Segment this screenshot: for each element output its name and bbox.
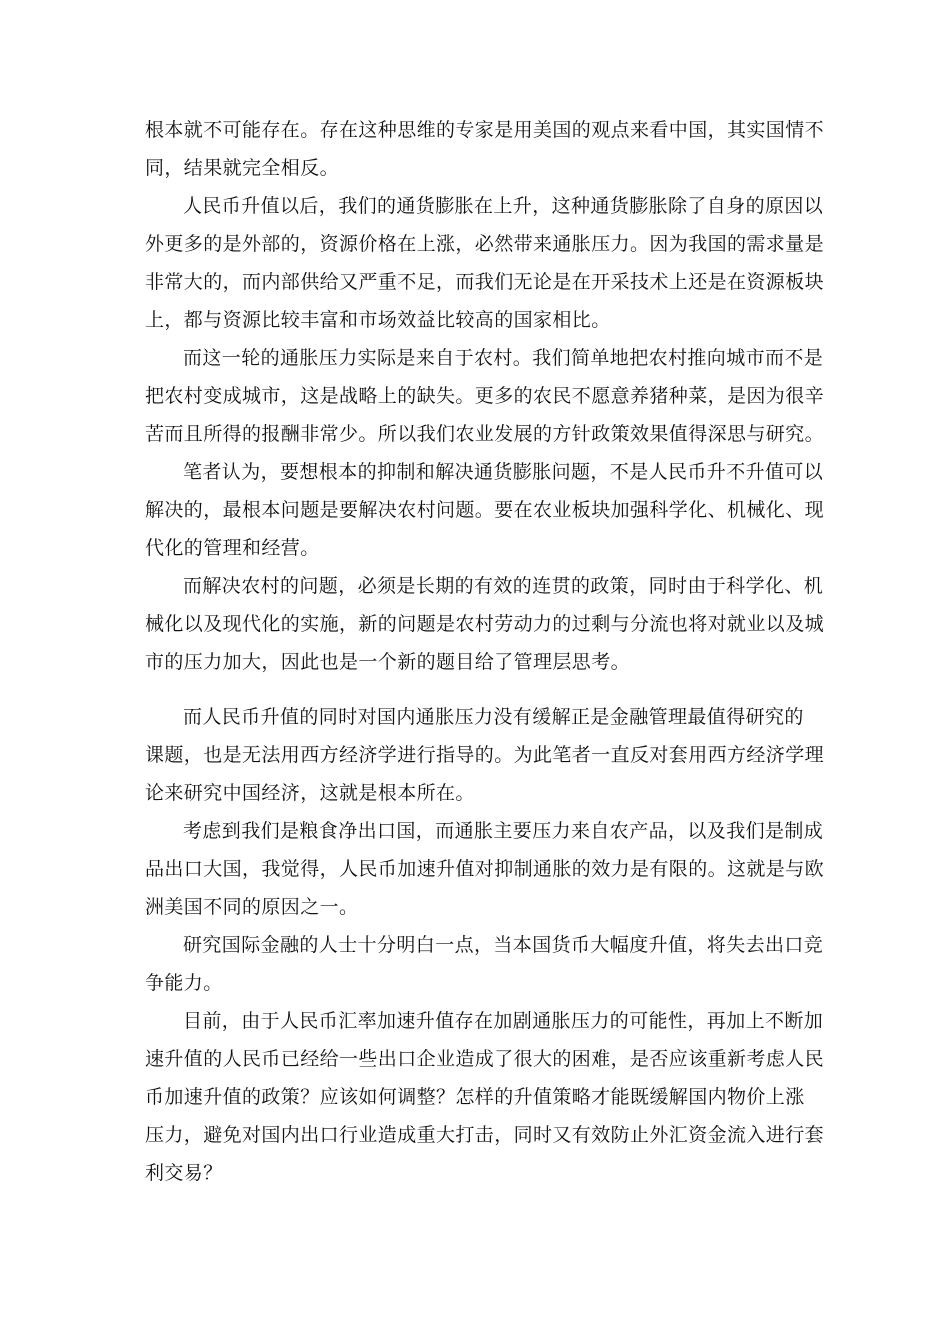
text-line: 课题，也是无法用西方经济学进行指导的。为此笔者一直反对套用西方经济学理 — [145, 744, 825, 766]
text-line: 币加速升值的政策？应该如何调整？怎样的升值策略才能既缓解国内物价上涨 — [145, 1086, 805, 1108]
text-line: 根本就不可能存在。存在这种思维的专家是用美国的观点来看中国，其实国情不 — [145, 119, 825, 141]
paragraph-start-line: 而人民币升值的同时对国内通胀压力没有缓解正是金融管理最值得研究的 — [183, 706, 804, 728]
text-line: 速升值的人民币已经给一些出口企业造成了很大的困难，是否应该重新考虑人民 — [145, 1048, 825, 1070]
paragraph-start-line: 人民币升值以后，我们的通货膨胀在上升，这种通货膨胀除了自身的原因以 — [183, 195, 824, 217]
text-line: 械化以及现代化的实施，新的问题是农村劳动力的过剩与分流也将对就业以及城 — [145, 613, 825, 635]
text-line: 把农村变成城市，这是战略上的缺失。更多的农民不愿意养猪种菜，是因为很辛 — [145, 385, 825, 407]
text-line: 苦而且所得的报酬非常少。所以我们农业发展的方针政策效果值得深思与研究。 — [145, 423, 825, 445]
text-line: 同，结果就完全相反。 — [145, 157, 340, 179]
paragraph-start-line: 考虑到我们是粮食净出口国，而通胀主要压力来自农产品，以及我们是制成 — [183, 820, 824, 842]
text-line: 解决的，最根本问题是要解决农村问题。要在农业板块加强科学化、机械化、现 — [145, 499, 825, 521]
paragraph-start-line: 目前，由于人民币汇率加速升值存在加剧通胀压力的可能性，再加上不断加 — [183, 1010, 824, 1032]
text-line: 代化的管理和经营。 — [145, 537, 320, 559]
text-line: 利交易？ — [145, 1162, 223, 1184]
text-section-2 — [145, 698, 825, 1192]
paragraph-start-line: 而解决农村的问题，必须是长期的有效的连贯的政策，同时由于科学化、机 — [183, 575, 824, 597]
paragraph-start-line: 研究国际金融的人士十分明白一点，当本国货币大幅度升值，将失去出口竞 — [183, 934, 824, 956]
text-line: 上，都与资源比较丰富和市场效益比较高的国家相比。 — [145, 309, 611, 331]
text-line: 论来研究中国经济，这就是根本所在。 — [145, 782, 475, 804]
paragraph-start-line: 而这一轮的通胀压力实际是来自于农村。我们简单地把农村推向城市而不是 — [183, 347, 824, 369]
text-line: 外更多的是外部的，资源价格在上涨，必然带来通胀压力。因为我国的需求量是 — [145, 233, 825, 255]
paragraph-start-line: 笔者认为，要想根本的抑制和解决通货膨胀问题，不是人民币升不升值可以 — [183, 461, 824, 483]
text-line: 非常大的，而内部供给又严重不足，而我们无论是在开采技术上还是在资源板块 — [145, 271, 825, 293]
text-line: 洲美国不同的原因之一。 — [145, 896, 359, 918]
text-line: 压力，避免对国内出口行业造成重大打击，同时又有效防止外汇资金流入进行套 — [145, 1124, 825, 1146]
text-line: 市的压力加大，因此也是一个新的题目给了管理层思考。 — [145, 651, 631, 673]
text-section-1 — [145, 111, 825, 681]
text-line: 争能力。 — [145, 972, 223, 994]
text-line: 品出口大国，我觉得，人民币加速升值对抑制通胀的效力是有限的。这就是与欧 — [145, 858, 825, 880]
